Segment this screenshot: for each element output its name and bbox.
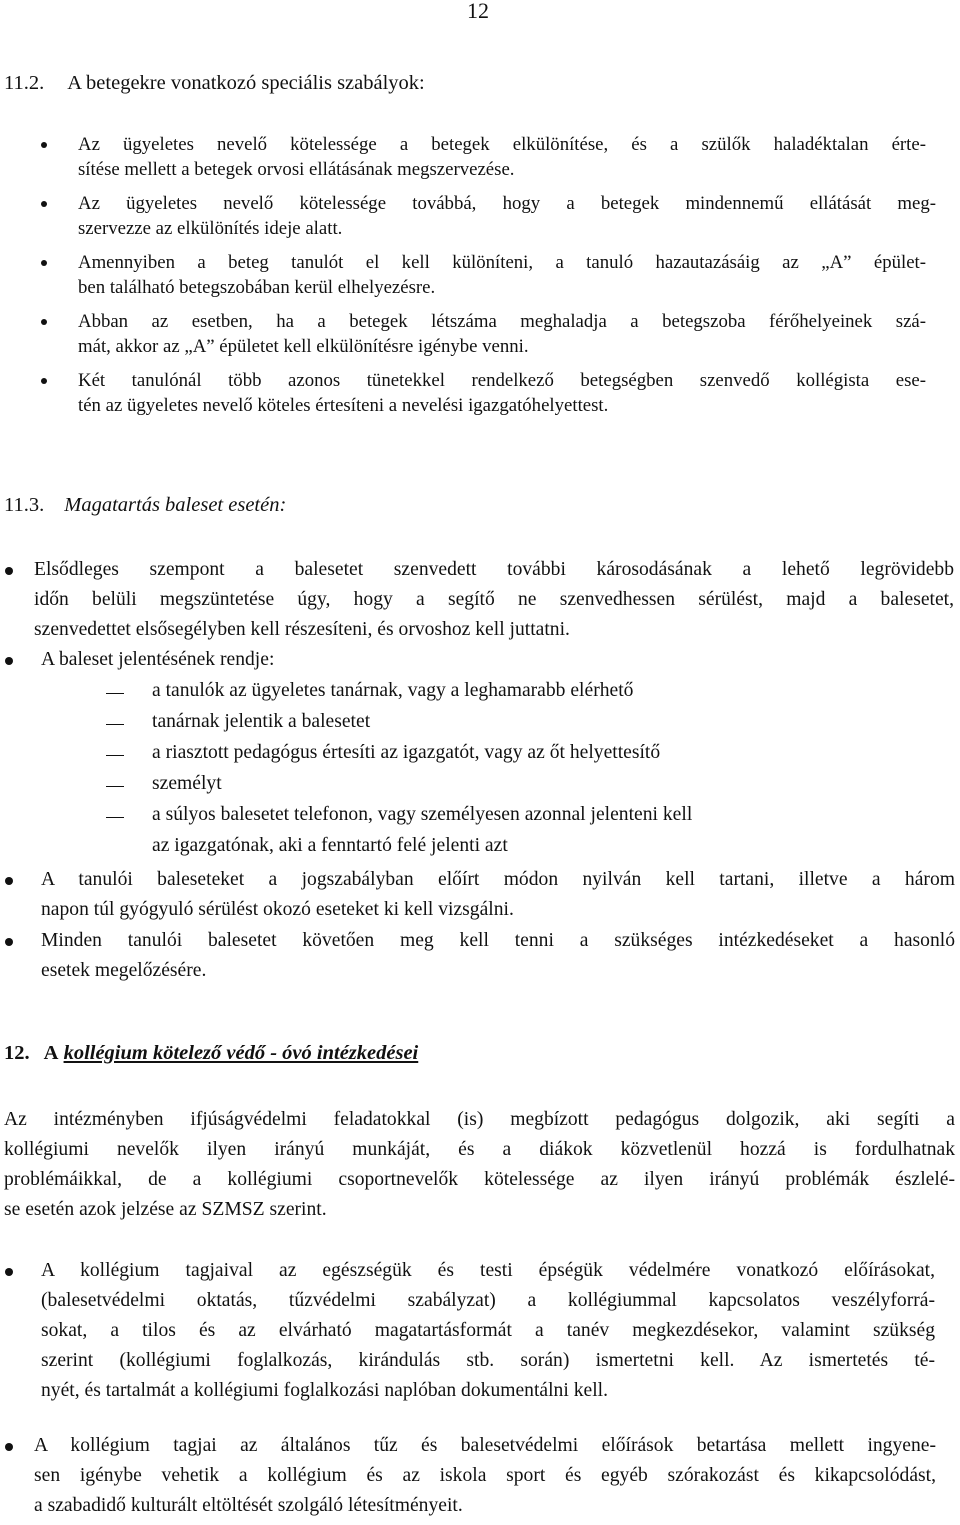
list-item: Amennyiben a beteg tanulót el kell különíteni, a tanuló hazautazásáig az „A” épület- ben található betegszobában kerül elhelyezésre.	[78, 252, 926, 298]
list-item: Elsődleges szempont a balesetet szenvedett további károsodásának a lehető legrövidebb időn belüli megszüntetése úgy, hogy a segítő ne szenvedhessen sérülést, majd a balesetet, szenvedettet elsősegélyben kell részesíteni, és orvoshoz kell juttatni.	[34, 559, 954, 640]
dash-list-item: a tanulók az ügyeletes tanárnak, vagy a leghamarabb elérhető	[152, 680, 634, 701]
list-item-label: A baleset jelentésének rendje:	[41, 649, 275, 670]
dash-list-continuation: az igazgatónak, aki a fenntartó felé jelenti azt	[152, 835, 508, 856]
dash-icon	[106, 724, 124, 725]
list-item: A kollégium tagjai az általános tűz és balesetvédelmi előírások betartása mellett ingyene- sen igénybe vehetik a kollégium és az iskola sport és egyéb szórakozást és kikapcsolódást, a szabadidő kulturált eltöltését szolgáló létesítményeit.	[34, 1435, 936, 1516]
list-item: Az ügyeletes nevelő kötelessége a betegek elkülönítése, és a szülők haladéktalan érte- sítése mellett a betegek orvosi ellátásának megszervezése.	[78, 134, 926, 180]
section-number: 11.3.	[4, 494, 45, 516]
section-title-prefix: A	[43, 1042, 59, 1064]
bullet-icon	[41, 319, 47, 325]
page-number: 12	[467, 0, 489, 23]
section-12-heading	[4, 1042, 418, 1065]
section-title: A betegekre vonatkozó speciális szabályok:	[67, 72, 425, 94]
section-11-2-heading	[4, 72, 425, 95]
dash-list-item: személyt	[152, 773, 222, 794]
bullet-icon	[41, 378, 47, 384]
dash-icon	[106, 693, 124, 694]
list-item: A kollégium tagjaival az egészségük és testi épségük védelmére vonatkozó előírásokat, (balesetvédelmi oktatás, tűzvédelmi szabályzat) a kollégiummal kapcsolatos veszélyforrá- sokat, a tilos és az elvárható magatartásformát a tanév megkezdésekor, valamint szükség szerint (kollégiumi foglalkozás, kirándulás stb. során) ismertetni kell. Az ismertetés té- nyét, és tartalmát a kollégiumi foglalkozási naplóban dokumentálni kell.	[41, 1260, 935, 1401]
section-11-3-heading	[4, 494, 286, 517]
bullet-icon	[5, 1268, 13, 1276]
dash-icon	[106, 817, 124, 818]
section-number: 11.2.	[4, 72, 45, 94]
dash-list-item: tanárnak jelentik a balesetet	[152, 711, 371, 732]
list-item: Minden tanulói balesetet követően meg kell tenni a szükséges intézkedéseket a hasonló esetek megelőzésére.	[41, 930, 955, 981]
bullet-icon	[5, 567, 13, 575]
list-item: A tanulói baleseteket a jogszabályban előírt módon nyilván kell tartani, illetve a három napon túl gyógyuló sérülést okozó eseteket ki kell vizsgálni.	[41, 869, 955, 920]
list-item: Két tanulónál több azonos tünetekkel rendelkező betegségben szenvedő kollégista ese- tén az ügyeletes nevelő köteles értesíteni a nevelési igazgatóhelyettest.	[78, 370, 926, 416]
list-item: Abban az esetben, ha a betegek létszáma meghaladja a betegszoba férőhelyeinek szá- mát, akkor az „A” épületet kell elkülönítésre igénybe venni.	[78, 311, 926, 357]
dash-list-item: a súlyos balesetet telefonon, vagy személyesen azonnal jelenteni kell	[152, 804, 693, 825]
section-12-paragraph: Az intézményben ifjúságvédelmi feladatokkal (is) megbízott pedagógus dolgozik, aki segíti a kollégiumi nevelők ilyen irányú munkáját, és a diákok közvetlenül hozzá is fordulhatnak problémáikkal, de a kollégiumi csoportnevelők kötelessége az ilyen irányú problémák észlelé- se esetén azok jelzése az SZMSZ szerint.	[4, 1109, 955, 1220]
bullet-icon	[5, 938, 13, 946]
bullet-icon	[5, 877, 13, 885]
section-title: kollégium kötelező védő - óvó intézkedései	[63, 1042, 419, 1064]
section-title: Magatartás baleset esetén:	[64, 494, 287, 516]
dash-icon	[106, 786, 124, 787]
bullet-icon	[41, 201, 47, 207]
dash-list-item: a riasztott pedagógus értesíti az igazgatót, vagy az őt helyettesítő	[152, 742, 661, 763]
list-item: Az ügyeletes nevelő kötelessége továbbá, hogy a betegek mindennemű ellátását meg- szervezze az elkülönítés ideje alatt.	[78, 193, 936, 239]
bullet-icon	[5, 1443, 13, 1451]
dash-icon	[106, 755, 124, 756]
bullet-icon	[41, 142, 47, 148]
bullet-icon	[5, 657, 13, 665]
bullet-icon	[41, 260, 47, 266]
section-number: 12.	[4, 1042, 30, 1064]
